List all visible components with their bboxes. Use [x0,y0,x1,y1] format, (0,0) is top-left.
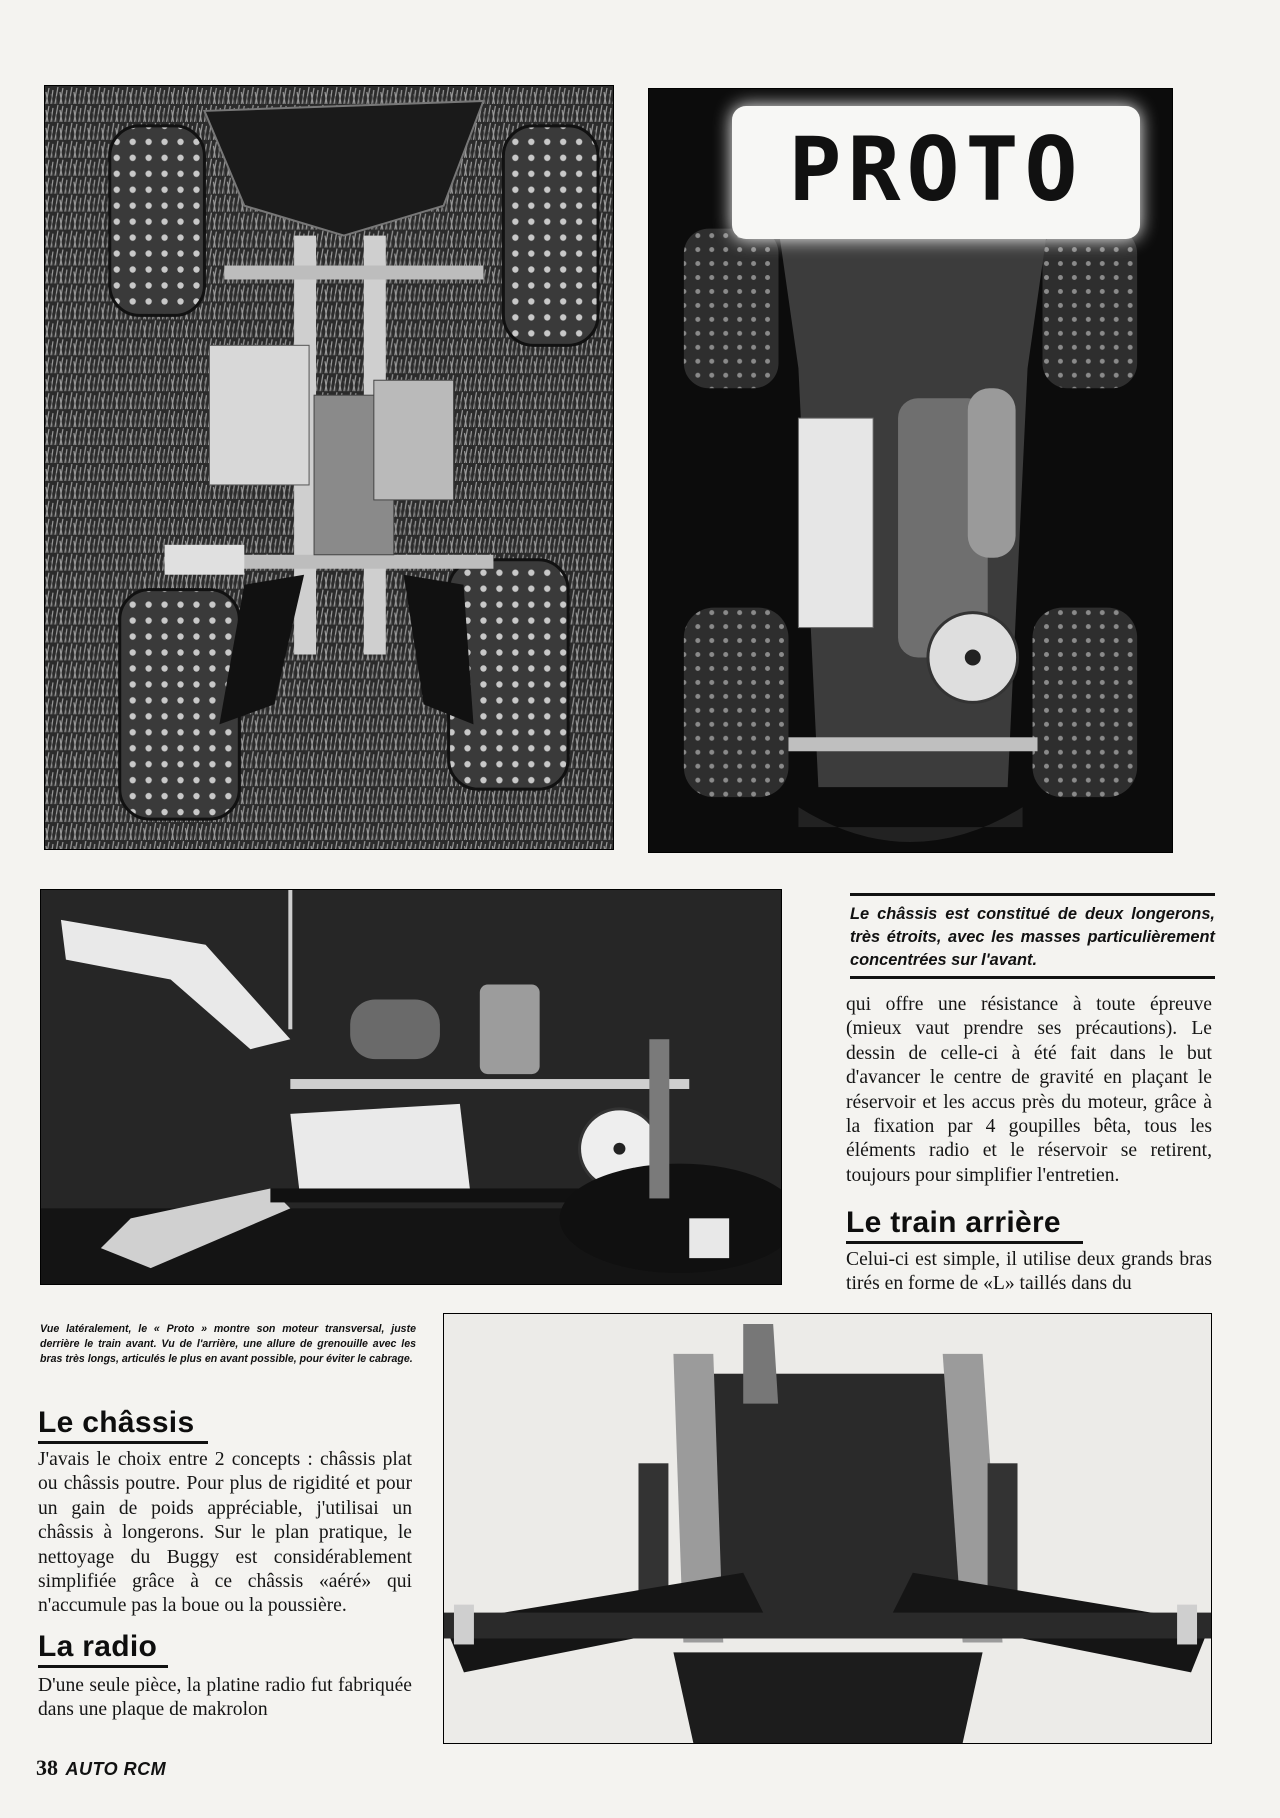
caption-right-top-rule [850,893,1215,896]
heading-chassis-rule [38,1441,208,1444]
heading-train-arriere-rule [846,1241,1083,1244]
magazine-name: AUTO RCM [65,1759,167,1779]
right-column-paragraph-2: Celui-ci est simple, il utilise deux grands bras tirés en forme de «L» taillés dans du [846,1249,1212,1295]
heading-chassis: Le châssis [38,1406,195,1439]
proto-plate-text: PROTO [788,118,1084,221]
caption-right-bottom-rule [850,976,1215,979]
page-footer [36,1755,166,1785]
heading-train-arriere: Le train arrière [846,1206,1061,1239]
heading-radio-rule [38,1665,168,1668]
proto-plate [732,106,1140,239]
photo-rear-view [443,1313,1212,1744]
caption-right: Le châssis est constitué de deux longerons, très étroits, avec les masses particulièrement concentrées sur l'avant. [850,905,1215,969]
right-column-paragraph-1: qui offre une résistance à toute épreuve (mieux vaut prendre ses précautions). Le dessin de celle-ci à été fait dans le but d'avancer le centre de gravité en plaçant le réservoir et les accus près du moteur, grâce à la fixation par 4 goupilles bêta, tous les éléments radio et le réservoir se retirent, toujours pour simplifier l'entretien. [846,994,1212,1186]
page-number: 38 [36,1755,58,1780]
left-column-paragraph-2: D'une seule pièce, la platine radio fut fabriquée dans une plaque de makrolon [38,1675,412,1721]
photo-side-view [40,889,782,1285]
photo-buggy-on-grass [44,85,614,850]
left-column-paragraph-1: J'avais le choix entre 2 concepts : châssis plat ou châssis poutre. Pour plus de rigidité et pour un gain de poids appréciable, j'utilisai un châssis à longerons. Sur le plan pratique, le nettoyage du Buggy est considérablement simplifiée grâce à ce châssis «aéré» qui n'accumule pas la boue ou la poussière. [38,1449,412,1617]
photo-proto-top-view [648,88,1173,853]
caption-left: Vue latéralement, le « Proto » montre son moteur transversal, juste derrière le train avant. Vu de l'arrière, une allure de grenouille avec les bras très longs, articulés le plus en avant possible, pour éviter le cabrage. [40,1323,416,1366]
heading-radio: La radio [38,1630,158,1663]
